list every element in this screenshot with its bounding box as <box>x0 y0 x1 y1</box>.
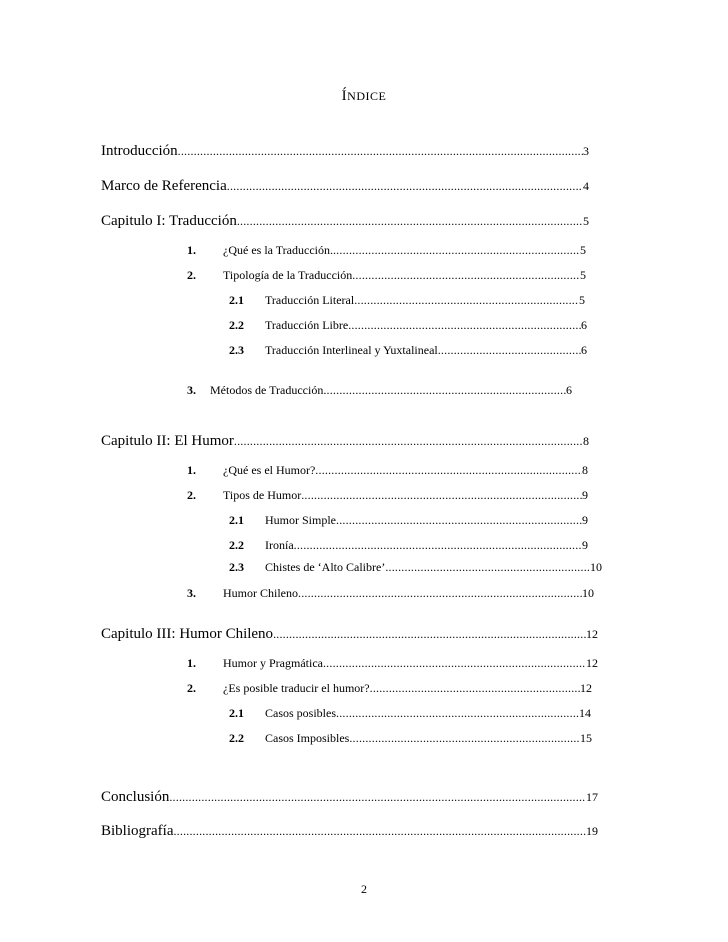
toc-entry-capitulo-2-2-2 <box>229 538 588 553</box>
toc-entry-label: ¿Qué es el Humor? <box>223 463 316 477</box>
toc-entry-label: Introducción <box>101 143 178 159</box>
toc-leader-dots <box>173 824 586 839</box>
toc-leader-dots <box>237 214 583 229</box>
toc-entry-page: 5 <box>580 268 586 282</box>
title-initial: Í <box>341 88 348 104</box>
toc-entry-number: 3. <box>187 586 196 600</box>
toc-entry-capitulo-1-2 <box>187 268 586 283</box>
toc-entry-capitulo-2-3 <box>187 586 594 601</box>
toc-entry-number: 2.2 <box>229 318 244 332</box>
toc-leader-dots <box>348 318 581 333</box>
toc-entry-label: Tipología de la Traducción <box>223 268 353 282</box>
toc-entry-label: Humor y Pragmática <box>223 656 323 670</box>
toc-entry-capitulo-3-2-2 <box>229 731 592 746</box>
toc-leader-dots <box>323 383 566 398</box>
toc-entry-number: 1. <box>187 463 196 477</box>
toc-entry-capitulo-1-1 <box>187 243 586 258</box>
page-number: 2 <box>361 882 367 896</box>
toc-entry-page: 8 <box>583 434 589 448</box>
toc-leader-dots <box>178 144 583 159</box>
toc-entry-number: 2.3 <box>229 560 244 574</box>
toc-entry-page: 14 <box>579 706 591 720</box>
toc-entry-page: 6 <box>581 343 587 357</box>
toc-entry-label: Traducción Literal <box>265 293 355 307</box>
toc-leader-dots <box>323 656 586 671</box>
toc-entry-capitulo-2-1 <box>187 463 588 478</box>
toc-entry-label: Traducción Libre <box>265 318 349 332</box>
toc-entry-capitulo-2-2 <box>187 488 588 503</box>
toc-entry-capitulo-1-2-2 <box>229 318 587 333</box>
toc-entry-page: 9 <box>582 488 588 502</box>
toc-entry-label: Bibliografía <box>101 823 174 839</box>
toc-entry-label: Chistes de ‘Alto Calibre’ <box>265 560 386 574</box>
toc-leader-dots <box>294 538 582 553</box>
toc-leader-dots <box>354 293 579 308</box>
toc-entry-page: 17 <box>586 790 598 804</box>
toc-entry-page: 6 <box>581 318 587 332</box>
toc-entry-number: 2.1 <box>229 293 244 307</box>
toc-entry-label: Métodos de Traducción <box>210 383 324 397</box>
toc-entry-capitulo-1-2-1 <box>229 293 585 308</box>
toc-leader-dots <box>234 434 583 449</box>
toc-entry-page: 10 <box>590 560 602 574</box>
toc-entry-bibliografia <box>101 823 598 840</box>
toc-entry-label: Capitulo I: Traducción <box>101 213 237 229</box>
toc-entry-capitulo-1-2-3 <box>229 343 587 358</box>
toc-entry-label: Casos posibles <box>265 706 337 720</box>
toc-entry-label: ¿Es posible traducir el humor? <box>223 681 370 695</box>
toc-entry-label: Marco de Referencia <box>101 178 227 194</box>
toc-entry-capitulo-1 <box>101 213 589 230</box>
toc-entry-label: Humor Chileno <box>223 586 298 600</box>
toc-entry-page: 15 <box>580 731 592 745</box>
toc-leader-dots <box>438 343 581 358</box>
toc-leader-dots <box>315 463 582 478</box>
toc-entry-number: 3. <box>187 383 196 397</box>
toc-leader-dots <box>336 706 579 721</box>
toc-leader-dots <box>333 243 580 258</box>
toc-leader-dots <box>301 488 582 503</box>
toc-leader-dots <box>298 586 582 601</box>
toc-entry-page: 10 <box>582 586 594 600</box>
toc-entry-page: 19 <box>586 824 598 838</box>
toc-entry-page: 12 <box>580 681 592 695</box>
toc-entry-page: 9 <box>582 513 588 527</box>
toc-entry-number: 2.1 <box>229 513 244 527</box>
toc-entry-capitulo-2-2-1 <box>229 513 588 528</box>
toc-entry-label: Capitulo II: El Humor <box>101 433 234 449</box>
toc-entry-page: 9 <box>582 538 588 552</box>
toc-entry-label: Ironía <box>265 538 294 552</box>
toc-entry-number: 2.2 <box>229 731 244 745</box>
page-title <box>0 88 728 105</box>
toc-entry-label: ¿Qué es la Traducción. <box>223 243 333 257</box>
toc-entry-capitulo-3-2-1 <box>229 706 591 721</box>
toc-entry-introduccion <box>101 143 589 160</box>
title-rest: NDICE <box>347 89 387 103</box>
toc-leader-dots <box>385 560 590 575</box>
toc-entry-number: 2.3 <box>229 343 244 357</box>
toc-entry-marco <box>101 178 589 195</box>
toc-entry-label: Capitulo III: Humor Chileno <box>101 626 274 642</box>
toc-entry-label: Tipos de Humor <box>223 488 302 502</box>
toc-entry-page: 4 <box>583 179 589 193</box>
toc-entry-number: 2. <box>187 488 196 502</box>
toc-entry-label: Traducción Interlineal y Yuxtalineal <box>265 343 438 357</box>
toc-entry-number: 2.1 <box>229 706 244 720</box>
toc-entry-page: 6 <box>566 383 572 397</box>
toc-entry-page: 3 <box>583 144 589 158</box>
toc-leader-dots <box>169 790 586 805</box>
toc-leader-dots <box>273 627 586 642</box>
toc-entry-capitulo-3-2 <box>187 681 592 696</box>
toc-entry-conclusion <box>101 789 598 806</box>
toc-entry-label: Humor Simple <box>265 513 336 527</box>
toc-entry-page: 8 <box>582 463 588 477</box>
toc-leader-dots <box>352 268 580 283</box>
toc-entry-page: 5 <box>579 293 585 307</box>
toc-entry-page: 12 <box>586 627 598 641</box>
toc-leader-dots <box>370 681 580 696</box>
toc-entry-number: 2. <box>187 268 196 282</box>
toc-entry-capitulo-3 <box>101 626 598 643</box>
toc-entry-label: Casos Imposibles <box>265 731 350 745</box>
toc-entry-capitulo-2-2-3 <box>229 560 602 575</box>
toc-entry-page: 12 <box>586 656 598 670</box>
toc-entry-capitulo-3-1 <box>187 656 598 671</box>
toc-leader-dots <box>227 179 583 194</box>
toc-leader-dots <box>349 731 580 746</box>
toc-entry-capitulo-1-3 <box>187 383 572 398</box>
toc-entry-number: 1. <box>187 656 196 670</box>
toc-entry-page: 5 <box>580 243 586 257</box>
toc-entry-number: 2.2 <box>229 538 244 552</box>
toc-leader-dots <box>336 513 582 528</box>
toc-entry-label: Conclusión <box>101 789 170 805</box>
toc-entry-capitulo-2 <box>101 433 589 450</box>
toc-entry-number: 2. <box>187 681 196 695</box>
toc-entry-number: 1. <box>187 243 196 257</box>
toc-entry-page: 5 <box>583 214 589 228</box>
